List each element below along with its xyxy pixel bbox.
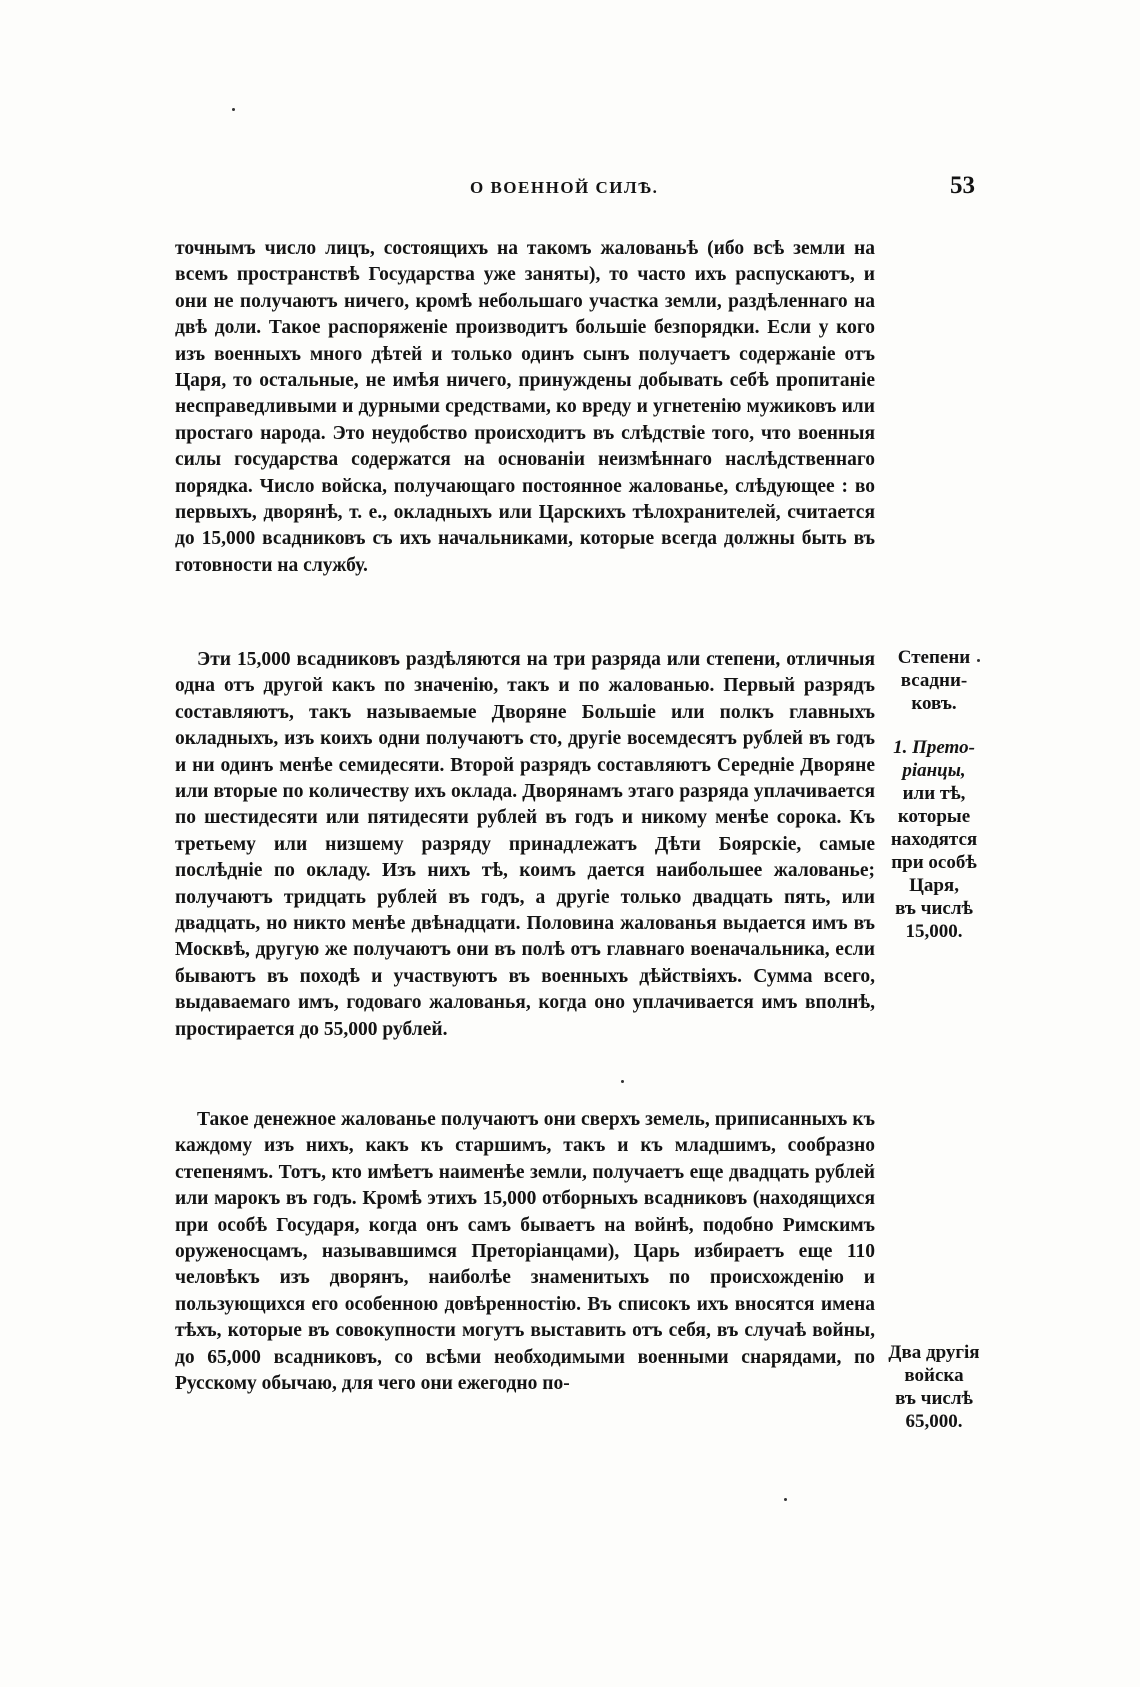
marginal-line: всадни-: [900, 670, 968, 691]
text-block-1: [175, 236, 875, 579]
marginal-note-two-other-armies: [878, 1341, 990, 1433]
marginal-line: 1. Прето-: [893, 737, 975, 758]
marginal-line: находятся: [890, 829, 978, 850]
marginal-line: ковъ.: [911, 693, 957, 714]
marginal-line: 15,000.: [905, 921, 963, 942]
print-speck: [784, 1498, 787, 1501]
marginal-line: при особѣ: [891, 852, 977, 873]
page-header: [0, 172, 1140, 208]
print-speck: [232, 108, 235, 111]
marginal-line: войска: [904, 1365, 964, 1386]
marginal-line: Степени: [897, 647, 971, 668]
running-title: О ВОЕННОЙ СИЛѢ.: [470, 178, 659, 197]
print-speck: [621, 1080, 624, 1083]
page-number: 53: [950, 172, 975, 199]
marginal-line: въ числѣ: [895, 1388, 973, 1409]
text-block-2: [175, 647, 875, 1043]
text-block-3: [175, 1107, 875, 1397]
paragraph-2: Эти 15,000 всадниковъ раздѣляются на три разряда или степени, отличныя одна отъ другой какъ по значенію, такъ и по жалованью. Первый разрядъ составляютъ, такъ называемые Дворяне Большіе или полкъ главныхъ окладныхъ, изъ коихъ одни получаютъ сто, другіе восемдесятъ рублей въ годъ и ни одинъ менѣе семидесяти. Второй разрядъ составляютъ Середніе Дворяне или вторые по количеству ихъ оклада. Дворянамъ этаго разряда уплачивается по шестидесяти или пятидесяти рублей въ годъ и никому менѣе сорока. Къ третьему или низшему разряду принадлежатъ Дѣти Боярскіе, самые послѣдніе по окладу. Изъ нихъ тѣ, коимъ дается наибольшее жалованье; получаютъ тридцать рублей въ годъ, а другіе только двадцать пять, или двадцать, но никто менѣе двѣнадцати. Половина жалованья выдается имъ въ Москвѣ, другую же получаютъ они въ полѣ отъ главнаго военачальника, если бываютъ въ походѣ и участвуютъ въ военныхъ дѣйствіяхъ. Сумма всего, выдаваемаго имъ, годоваго жалованья, когда оно уплачивается имъ вполнѣ, простирается до 55,000 рублей.: [175, 649, 875, 1040]
marginal-line: Царя,: [909, 875, 959, 896]
marginal-note-praetorians: [878, 736, 990, 943]
paragraph-3: Такое денежное жалованье получаютъ они сверхъ земель, приписанныхъ къ каждому изъ нихъ, какъ къ старшимъ, такъ и къ младшимъ, сообразно степенямъ. Тотъ, кто имѣетъ наименѣе земли, получаетъ еще двадцать рублей или марокъ въ годъ. Кромѣ этихъ 15,000 отборныхъ всадниковъ (находящихся при особѣ Государя, когда онъ самъ бываетъ на войнѣ, подобно Римскимъ оруженосцамъ, называвшимся Преторіанцами), Царь избираетъ еще 110 человѣкъ изъ дворянъ, наиболѣе знаменитыхъ по происхожденію и пользующихся его особенною довѣренностію. Въ списокъ ихъ вносятся имена тѣхъ, которые въ совокупности могутъ выставить отъ себя, въ случаѣ войны, до 65,000 всадниковъ, со всѣми необходимыми военными снарядами, по Русскому обычаю, для чего они ежегодно по-: [175, 1109, 875, 1395]
marginal-note-cavalry-ranks: [878, 646, 990, 715]
marginal-line: 65,000.: [905, 1411, 963, 1432]
marginal-line: которые: [897, 806, 971, 827]
marginal-line: въ числѣ: [895, 898, 973, 919]
print-speck: [977, 659, 980, 662]
marginal-line: ріанцы,: [902, 760, 966, 781]
paragraph-1: точнымъ число лицъ, состоящихъ на такомъ жалованьѣ (ибо всѣ земли на всемъ пространствѣ Государства уже заняты), то часто ихъ распускаютъ, и они не получаютъ ничего, кромѣ небольшаго участка земли, раздѣленнаго на двѣ доли. Такое распоряженіе производитъ большіе безпорядки. Если у кого изъ военныхъ много дѣтей и только одинъ сынъ получаетъ содержаніе отъ Царя, то остальные, не имѣя ничего, принуждены добывать себѣ пропитаніе несправедливыми и дурными средствами, ко вреду и угнетенію мужиковъ или простаго народа. Это неудобство происходитъ въ слѣдствіе того, что военныя силы государства содержатся на основаніи неизмѣннаго наслѣдственнаго порядка. Число войска, получающаго постоянное жалованье, слѣдующее : во первыхъ, дворянѣ, т. е., окладныхъ или Царскихъ тѣлохранителей, считается до 15,000 всадниковъ съ ихъ начальниками, которые всегда должны быть въ готовности на службу.: [175, 238, 875, 576]
marginal-line: Два другія: [888, 1342, 980, 1363]
marginal-line: или тѣ,: [902, 783, 966, 804]
